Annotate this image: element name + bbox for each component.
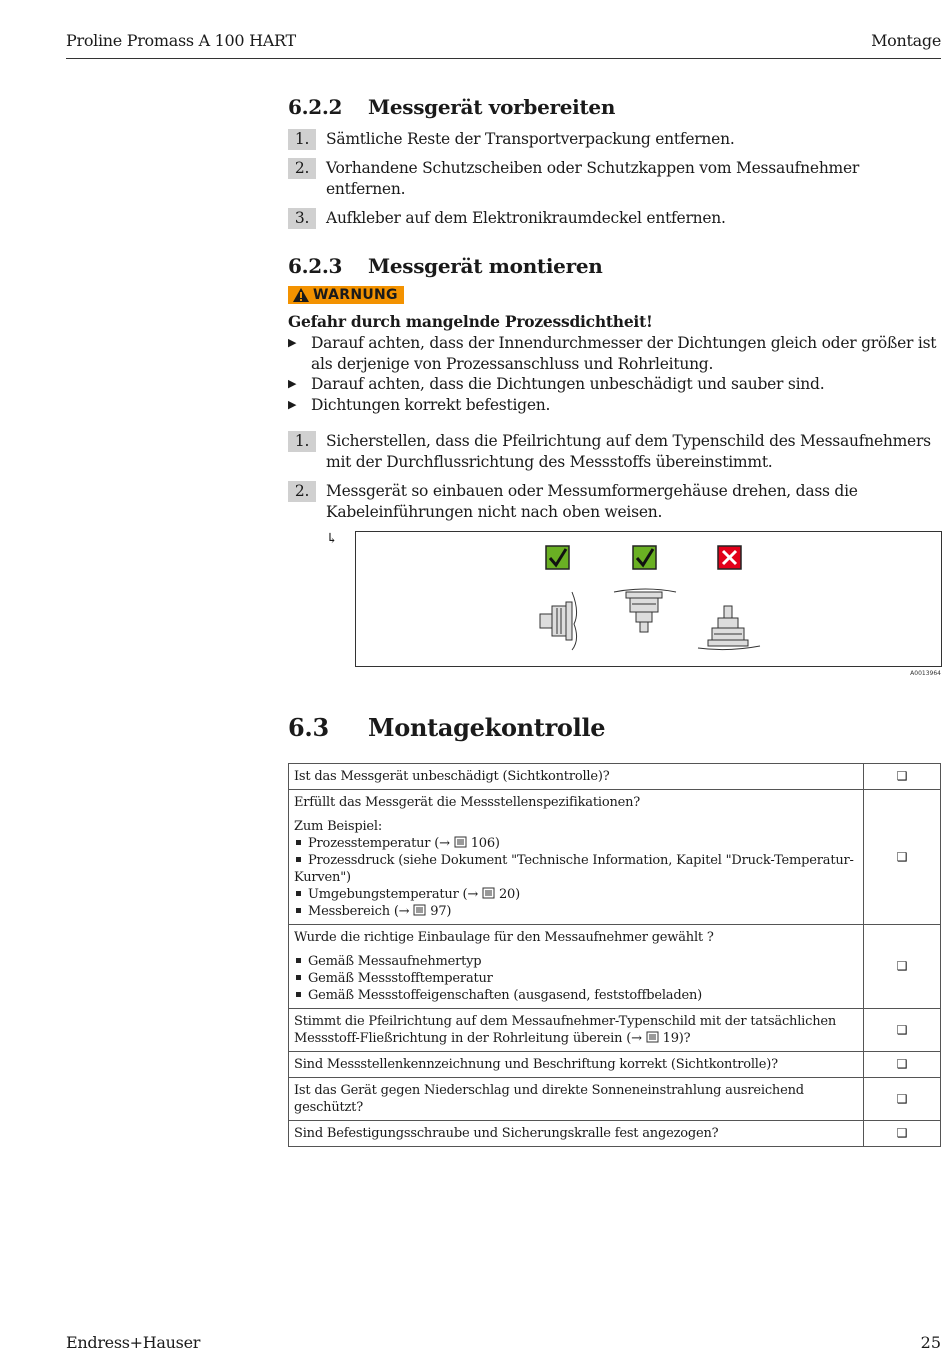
- section-6-2-2-heading: [288, 95, 941, 119]
- section-title: Messgerät montieren: [368, 254, 603, 278]
- page-header: [66, 31, 941, 59]
- triangle-bullet-icon: ▶: [288, 336, 297, 349]
- check-question: Wurde die richtige Einbaulage für den Messaufnehmer gewählt ?: [294, 930, 714, 945]
- triangle-bullet-icon: ▶: [288, 377, 297, 390]
- result-arrow-icon: ↳: [326, 531, 338, 547]
- figure-code: A0013964: [910, 670, 941, 677]
- page-number: 25: [920, 1333, 941, 1352]
- check-question-cell: [289, 925, 864, 1009]
- warning-item: [288, 333, 941, 374]
- ok-check-icon: [633, 546, 656, 569]
- list-item: Umgebungstemperatur (→ 20): [294, 886, 858, 903]
- check-question: Ist das Gerät gegen Niederschlag und direkte Sonneneinstrahlung ausreichend geschützt?: [289, 1078, 864, 1121]
- footer-brand: Endress+Hauser: [66, 1333, 201, 1352]
- table-row: [289, 1078, 941, 1121]
- warning-list: [288, 333, 941, 415]
- step-item: [288, 431, 941, 473]
- checkbox[interactable]: ❑: [864, 790, 941, 925]
- step-text: Sicherstellen, dass die Pfeilrichtung auf dem Typenschild des Messaufnehmers mit der Durchflussrichtung des Messstoffs übereinstimmt.: [326, 432, 931, 471]
- section-number: 6.2.3: [288, 254, 343, 278]
- checkbox[interactable]: ❑: [864, 1009, 941, 1052]
- check-question: Stimmt die Pfeilrichtung auf dem Messaufnehmer-Typenschild mit der tatsächlichen Messstoff-Fließrichtung in der Rohrleitung überein (→: [294, 1014, 837, 1046]
- table-row: [289, 1121, 941, 1147]
- page-content: [288, 95, 941, 1147]
- warning-triangle-icon: [292, 287, 310, 303]
- warning-item-text: Darauf achten, dass der Innendurchmesser der Dichtungen gleich oder größer ist als derjenige von Prozessanschluss und Rohrleitung.: [311, 334, 937, 373]
- warning-item-text: Dichtungen korrekt befestigen.: [311, 395, 551, 414]
- page-ref-icon: [413, 904, 426, 916]
- checkbox[interactable]: ❑: [864, 925, 941, 1009]
- ok-check-icon: [546, 546, 569, 569]
- page-ref-icon: [454, 836, 467, 848]
- section-number: 6.3: [288, 713, 329, 742]
- page-ref-icon: [646, 1031, 659, 1043]
- list-item: Messbereich (→ 97): [294, 903, 858, 920]
- table-row: [289, 1052, 941, 1078]
- checkbox[interactable]: ❑: [864, 1078, 941, 1121]
- step-item: [288, 481, 941, 523]
- step-number: 2.: [288, 158, 316, 179]
- table-row: [289, 925, 941, 1009]
- square-bullet-icon: [296, 891, 301, 896]
- check-question: Sind Befestigungsschraube und Sicherungskralle fest angezogen?: [289, 1121, 864, 1147]
- step-number: 1.: [288, 431, 316, 452]
- orientation-illustration: [356, 532, 941, 664]
- warning-item-text: Darauf achten, dass die Dichtungen unbeschädigt und sauber sind.: [311, 375, 825, 393]
- checkbox[interactable]: ❑: [864, 1121, 941, 1147]
- device-head-up-mount-icon: [698, 606, 760, 650]
- table-row: [289, 790, 941, 925]
- warning-label: WARNUNG: [313, 287, 398, 303]
- device-horizontal-mount-icon: [540, 592, 577, 650]
- page-reference: 19)?: [662, 1031, 691, 1046]
- step-text: Messgerät so einbauen oder Messumformergehäuse drehen, dass die Kabeleinführungen nicht nach oben weisen.: [326, 482, 858, 521]
- checkbox[interactable]: ❑: [864, 1052, 941, 1078]
- step-item: [288, 208, 941, 229]
- header-chapter: Montage: [871, 31, 941, 50]
- square-bullet-icon: [296, 992, 301, 997]
- square-bullet-icon: [296, 857, 301, 862]
- table-row: [289, 764, 941, 790]
- not-ok-cross-icon: [718, 546, 741, 569]
- list-item: Gemäß Messstofftemperatur: [294, 970, 858, 987]
- list-item: Prozessdruck (siehe Dokument "Technische Information, Kapitel "Druck-Temperatur-Kurven"): [294, 853, 854, 885]
- step-item: [288, 158, 941, 200]
- section-6-3-heading: [288, 713, 941, 742]
- installation-figure: [355, 531, 942, 667]
- mount-steps: [288, 431, 941, 523]
- square-bullet-icon: [296, 840, 301, 845]
- step-item: [288, 129, 941, 150]
- step-number: 2.: [288, 481, 316, 502]
- triangle-bullet-icon: ▶: [288, 397, 297, 411]
- check-question-cell: [289, 1009, 864, 1052]
- check-question: Sind Messstellenkennzeichnung und Beschriftung korrekt (Sichtkontrolle)?: [289, 1052, 864, 1078]
- prepare-steps: [288, 129, 941, 229]
- check-question: Ist das Messgerät unbeschädigt (Sichtkontrolle)?: [289, 764, 864, 790]
- section-6-2-3-heading: [288, 254, 941, 278]
- header-product-name: Proline Promass A 100 HART: [66, 31, 296, 50]
- list-item: Gemäß Messstoffeigenschaften (ausgasend, feststoffbeladen): [294, 987, 858, 1004]
- section-number: 6.2.2: [288, 95, 343, 119]
- table-row: [289, 1009, 941, 1052]
- page-ref-icon: [482, 887, 495, 899]
- result-row: [288, 531, 941, 667]
- warning-badge: [288, 286, 404, 304]
- installation-checklist: [288, 763, 941, 1147]
- step-number: 3.: [288, 208, 316, 229]
- section-title: Messgerät vorbereiten: [368, 95, 616, 119]
- list-item: Prozesstemperatur (→ 106): [294, 835, 858, 852]
- step-text: Vorhandene Schutzscheiben oder Schutzkappen vom Messaufnehmer entfernen.: [326, 159, 860, 198]
- list-item: Gemäß Messaufnehmertyp: [294, 953, 858, 970]
- example-intro: Zum Beispiel:: [294, 819, 383, 834]
- square-bullet-icon: [296, 958, 301, 963]
- check-question: Erfüllt das Messgerät die Messstellenspezifikationen?: [294, 795, 641, 810]
- checkbox[interactable]: ❑: [864, 764, 941, 790]
- section-title: Montagekontrolle: [368, 713, 606, 742]
- warning-heading: Gefahr durch mangelnde Prozessdichtheit!: [288, 312, 653, 331]
- step-number: 1.: [288, 129, 316, 150]
- square-bullet-icon: [296, 975, 301, 980]
- warning-item: [288, 395, 941, 416]
- device-head-down-mount-icon: [614, 589, 676, 632]
- step-text: Aufkleber auf dem Elektronikraumdeckel entfernen.: [326, 209, 726, 227]
- square-bullet-icon: [296, 908, 301, 913]
- step-text: Sämtliche Reste der Transportverpackung entfernen.: [326, 130, 735, 148]
- warning-item: [288, 374, 941, 395]
- check-question-cell: [289, 790, 864, 925]
